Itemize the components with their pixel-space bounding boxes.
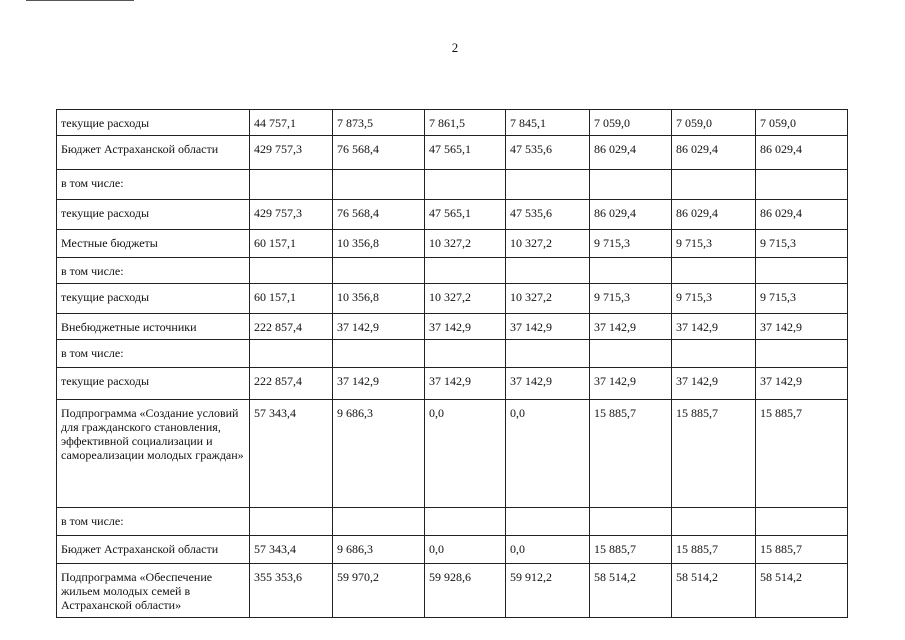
value-cell: 37 142,9	[672, 368, 756, 400]
value-cell	[672, 170, 756, 200]
value-cell: 15 885,7	[756, 400, 848, 508]
value-cell: 47 565,1	[425, 200, 506, 230]
value-cell	[333, 258, 425, 284]
row-label: Подпрограмма «Создание условий для гражданского становления, эффективной социализации и самореализации молодых граждан»	[57, 400, 250, 508]
value-cell: 86 029,4	[756, 200, 848, 230]
value-cell	[756, 170, 848, 200]
row-label: в том числе:	[57, 508, 250, 536]
value-cell: 9 686,3	[333, 536, 425, 564]
value-cell: 58 514,2	[756, 564, 848, 618]
value-cell: 9 715,3	[756, 230, 848, 258]
value-cell: 7 059,0	[590, 110, 672, 136]
value-cell: 0,0	[506, 400, 590, 508]
value-cell: 429 757,3	[250, 200, 333, 230]
row-label: Местные бюджеты	[57, 230, 250, 258]
value-cell: 0,0	[425, 400, 506, 508]
row-label: в том числе:	[57, 170, 250, 200]
budget-table	[56, 109, 848, 618]
value-cell	[590, 258, 672, 284]
value-cell	[506, 340, 590, 368]
value-cell: 57 343,4	[250, 536, 333, 564]
value-cell	[506, 170, 590, 200]
value-cell: 37 142,9	[333, 368, 425, 400]
value-cell	[756, 340, 848, 368]
value-cell	[250, 170, 333, 200]
value-cell	[672, 508, 756, 536]
value-cell: 37 142,9	[425, 368, 506, 400]
value-cell: 7 861,5	[425, 110, 506, 136]
value-cell: 37 142,9	[506, 314, 590, 340]
value-cell	[672, 258, 756, 284]
table-row	[57, 110, 848, 136]
row-label: Внебюджетные источники	[57, 314, 250, 340]
value-cell: 15 885,7	[590, 536, 672, 564]
value-cell	[756, 508, 848, 536]
value-cell	[590, 170, 672, 200]
value-cell: 7 059,0	[756, 110, 848, 136]
value-cell: 37 142,9	[590, 368, 672, 400]
value-cell: 86 029,4	[672, 200, 756, 230]
row-label: текущие расходы	[57, 110, 250, 136]
value-cell: 9 686,3	[333, 400, 425, 508]
value-cell: 37 142,9	[756, 314, 848, 340]
row-label: текущие расходы	[57, 200, 250, 230]
value-cell	[333, 508, 425, 536]
value-cell	[333, 340, 425, 368]
value-cell: 9 715,3	[672, 230, 756, 258]
value-cell: 10 327,2	[425, 284, 506, 314]
value-cell: 15 885,7	[756, 536, 848, 564]
value-cell: 86 029,4	[672, 136, 756, 170]
value-cell: 10 356,8	[333, 284, 425, 314]
value-cell: 37 142,9	[756, 368, 848, 400]
table-row	[57, 136, 848, 170]
row-label: Подпрограмма «Обеспечение жильем молодых семей в Астраханской области»	[57, 564, 250, 618]
value-cell: 59 912,2	[506, 564, 590, 618]
value-cell: 7 845,1	[506, 110, 590, 136]
value-cell: 59 928,6	[425, 564, 506, 618]
value-cell: 86 029,4	[590, 136, 672, 170]
table-row	[57, 368, 848, 400]
value-cell: 37 142,9	[506, 368, 590, 400]
value-cell: 58 514,2	[590, 564, 672, 618]
value-cell: 60 157,1	[250, 230, 333, 258]
value-cell: 47 535,6	[506, 136, 590, 170]
value-cell: 76 568,4	[333, 200, 425, 230]
table-row	[57, 200, 848, 230]
value-cell	[425, 170, 506, 200]
table-row	[57, 508, 848, 536]
table-row	[57, 284, 848, 314]
value-cell	[590, 508, 672, 536]
value-cell: 10 327,2	[506, 284, 590, 314]
value-cell	[425, 258, 506, 284]
row-label: текущие расходы	[57, 284, 250, 314]
table-row	[57, 340, 848, 368]
value-cell	[425, 508, 506, 536]
table-row	[57, 314, 848, 340]
value-cell: 15 885,7	[672, 400, 756, 508]
value-cell	[333, 170, 425, 200]
value-cell	[506, 258, 590, 284]
value-cell	[250, 508, 333, 536]
value-cell: 37 142,9	[672, 314, 756, 340]
value-cell: 9 715,3	[590, 230, 672, 258]
value-cell: 7 059,0	[672, 110, 756, 136]
value-cell: 58 514,2	[672, 564, 756, 618]
value-cell	[672, 340, 756, 368]
value-cell: 37 142,9	[333, 314, 425, 340]
header-rule	[26, 0, 134, 1]
value-cell: 86 029,4	[756, 136, 848, 170]
value-cell: 47 565,1	[425, 136, 506, 170]
row-label: текущие расходы	[57, 368, 250, 400]
value-cell: 76 568,4	[333, 136, 425, 170]
row-label: Бюджет Астраханской области	[57, 536, 250, 564]
table-row	[57, 170, 848, 200]
value-cell: 15 885,7	[590, 400, 672, 508]
page-number: 2	[451, 40, 459, 55]
value-cell: 10 327,2	[506, 230, 590, 258]
value-cell: 9 715,3	[756, 284, 848, 314]
table-row	[57, 536, 848, 564]
value-cell	[250, 340, 333, 368]
value-cell: 9 715,3	[590, 284, 672, 314]
table-row	[57, 258, 848, 284]
row-label: в том числе:	[57, 258, 250, 284]
table-row	[57, 400, 848, 508]
row-label: в том числе:	[57, 340, 250, 368]
budget-table-body	[57, 110, 848, 618]
value-cell: 59 970,2	[333, 564, 425, 618]
value-cell: 44 757,1	[250, 110, 333, 136]
value-cell	[425, 340, 506, 368]
value-cell: 0,0	[506, 536, 590, 564]
value-cell: 429 757,3	[250, 136, 333, 170]
value-cell: 10 356,8	[333, 230, 425, 258]
value-cell: 10 327,2	[425, 230, 506, 258]
value-cell	[590, 340, 672, 368]
value-cell: 37 142,9	[425, 314, 506, 340]
value-cell	[506, 508, 590, 536]
value-cell: 222 857,4	[250, 314, 333, 340]
value-cell: 7 873,5	[333, 110, 425, 136]
row-label: Бюджет Астраханской области	[57, 136, 250, 170]
value-cell: 9 715,3	[672, 284, 756, 314]
table-row	[57, 230, 848, 258]
value-cell: 57 343,4	[250, 400, 333, 508]
value-cell	[756, 258, 848, 284]
value-cell: 60 157,1	[250, 284, 333, 314]
value-cell: 0,0	[425, 536, 506, 564]
value-cell: 86 029,4	[590, 200, 672, 230]
value-cell: 222 857,4	[250, 368, 333, 400]
value-cell	[250, 258, 333, 284]
value-cell: 47 535,6	[506, 200, 590, 230]
table-row	[57, 564, 848, 618]
value-cell: 355 353,6	[250, 564, 333, 618]
value-cell: 37 142,9	[590, 314, 672, 340]
value-cell: 15 885,7	[672, 536, 756, 564]
